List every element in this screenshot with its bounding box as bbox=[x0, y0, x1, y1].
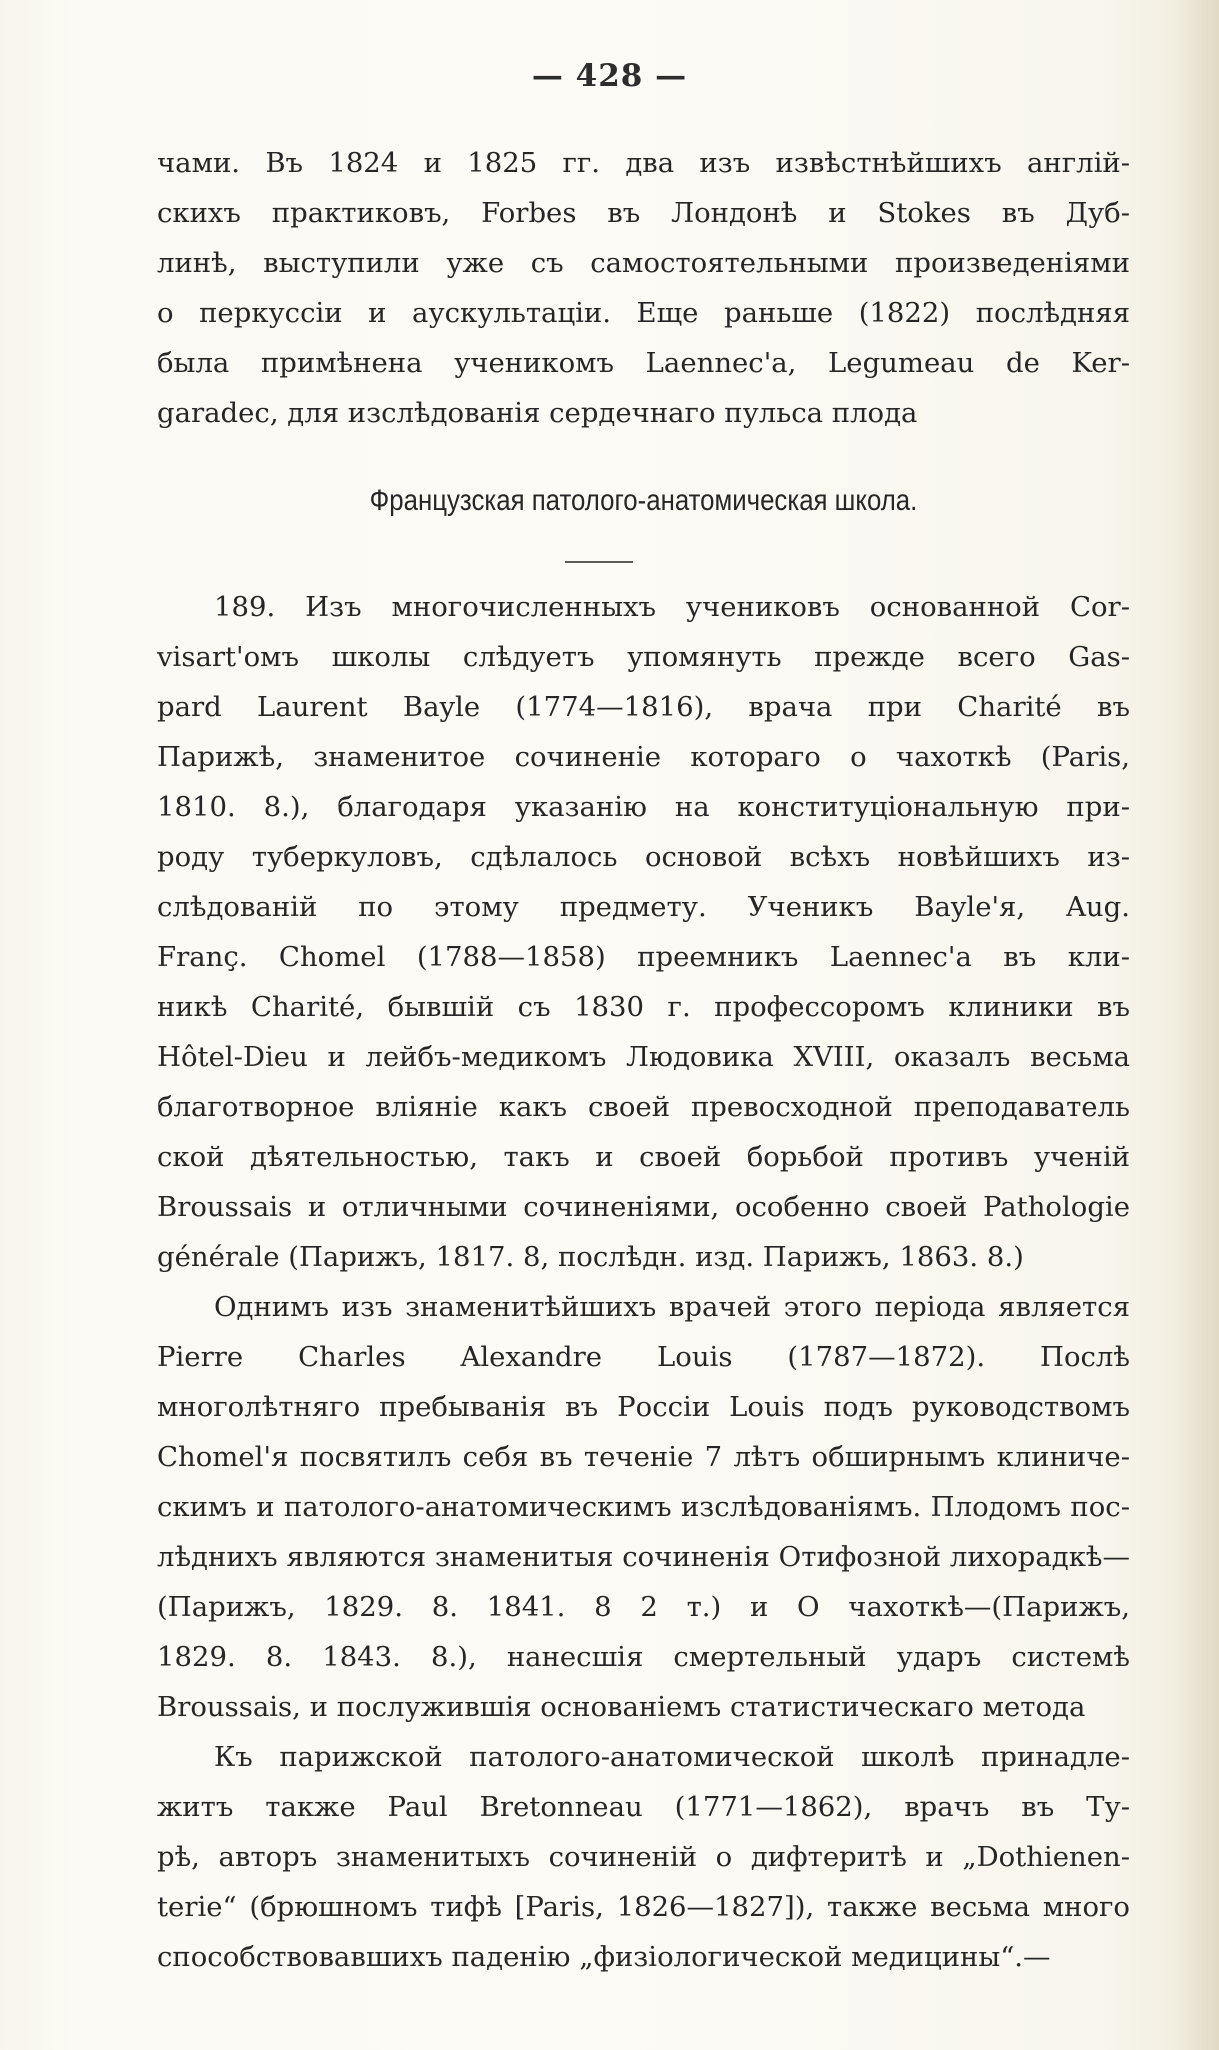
text-line: слѣдованій по этому предмету. Ученикъ Bayle'я, Aug. bbox=[157, 891, 1130, 923]
text-line: visart'омъ школы слѣдуетъ упомянуть прежде всего Gas- bbox=[157, 641, 1130, 673]
text-line: Broussais, и послужившія основаніемъ статистическаго метода bbox=[157, 1691, 1086, 1723]
heading-divider bbox=[565, 561, 633, 563]
text-line: никѣ Charité, бывшій съ 1830 г. профессоромъ клиники въ bbox=[157, 991, 1130, 1023]
text-line: житъ также Paul Bretonneau (1771—1862), врачъ въ Ту- bbox=[157, 1791, 1130, 1823]
text-line: (Парижъ, 1829. 8. 1841. 8 2 т.) и О чахоткѣ—(Парижъ, bbox=[157, 1591, 1130, 1623]
text-line: Broussais и отличными сочиненіями, особенно своей Pathologie bbox=[157, 1191, 1130, 1223]
text-line: роду туберкуловъ, сдѣлалось основой всѣхъ новѣйшихъ из- bbox=[157, 841, 1130, 873]
section-body bbox=[157, 582, 1130, 1982]
text-line: 1829. 8. 1843. 8.), нанесшія смертельный ударъ системѣ bbox=[157, 1641, 1130, 1673]
binding-edge-shadow bbox=[1174, 0, 1219, 2050]
text-line: была примѣнена ученикомъ Laennec'a, Legumeau de Ker- bbox=[157, 347, 1130, 379]
text-line: способствовавшихъ паденію „физіологической медицины“.— bbox=[157, 1941, 1051, 1973]
text-line: лѣднихъ являются знаменитыя сочиненія Отифозной лихорадкѣ— bbox=[157, 1541, 1130, 1573]
section-heading: Французская патолого-анатомическая школа. bbox=[369, 484, 918, 517]
text-line: многолѣтняго пребыванія въ Россіи Louis подъ руководствомъ bbox=[157, 1391, 1130, 1423]
text-line: Hôtel-Dieu и лейбъ-медикомъ Людовика XVIII, оказалъ весьма bbox=[157, 1041, 1130, 1073]
text-line: 189. Изъ многочисленныхъ учениковъ основанной Cor- bbox=[214, 591, 1130, 623]
text-line: линѣ, выступили уже съ самостоятельными произведеніями bbox=[157, 247, 1130, 279]
text-line: pard Laurent Bayle (1774—1816), врача при Charité въ bbox=[157, 691, 1130, 723]
text-line: terie“ (брюшномъ тифѣ [Paris, 1826—1827]), также весьма много bbox=[157, 1891, 1130, 1923]
text-line: Franç. Chomel (1788—1858) преемникъ Laennec'a въ кли- bbox=[157, 941, 1130, 973]
text-line: благотворное вліяніе какъ своей превосходной преподаватель bbox=[157, 1091, 1130, 1123]
text-line: générale (Парижъ, 1817. 8, послѣдн. изд. Парижъ, 1863. 8.) bbox=[157, 1241, 1024, 1273]
text-line: чами. Въ 1824 и 1825 гг. два изъ извѣстнѣйшихъ англій- bbox=[157, 147, 1130, 179]
text-line: скихъ практиковъ, Forbes въ Лондонѣ и Stokes въ Дуб- bbox=[157, 197, 1130, 229]
page-number: — 428 — bbox=[531, 58, 688, 94]
text-line: скимъ и патолого-анатомическимъ изслѣдованіямъ. Плодомъ пос- bbox=[157, 1491, 1130, 1523]
text-line: о перкуссіи и аускультаціи. Еще раньше (1822) послѣдняя bbox=[157, 297, 1130, 329]
text-line: Pierre Charles Alexandre Louis (1787—1872). Послѣ bbox=[157, 1341, 1130, 1373]
text-line: Chomel'я посвятилъ себя въ теченіе 7 лѣтъ обширнымъ клиниче- bbox=[157, 1441, 1130, 1473]
text-line: 1810. 8.), благодаря указанію на конституціональную при- bbox=[157, 791, 1130, 823]
text-line: ской дѣятельностью, такъ и своей борьбой противъ ученій bbox=[157, 1141, 1130, 1173]
text-line: рѣ, авторъ знаменитыхъ сочиненій о дифтеритѣ и „Dothienen- bbox=[157, 1841, 1130, 1873]
text-line: Къ парижской патолого-анатомической школѣ принадле- bbox=[214, 1741, 1130, 1773]
paragraph-opening bbox=[157, 138, 1130, 438]
text-line: garadec, для изслѣдованія сердечнаго пульса плода bbox=[157, 397, 918, 429]
text-line: Однимъ изъ знаменитѣйшихъ врачей этого періода является bbox=[214, 1291, 1130, 1323]
text-line: Парижѣ, знаменитое сочиненіе котораго о чахоткѣ (Paris, bbox=[157, 741, 1130, 773]
